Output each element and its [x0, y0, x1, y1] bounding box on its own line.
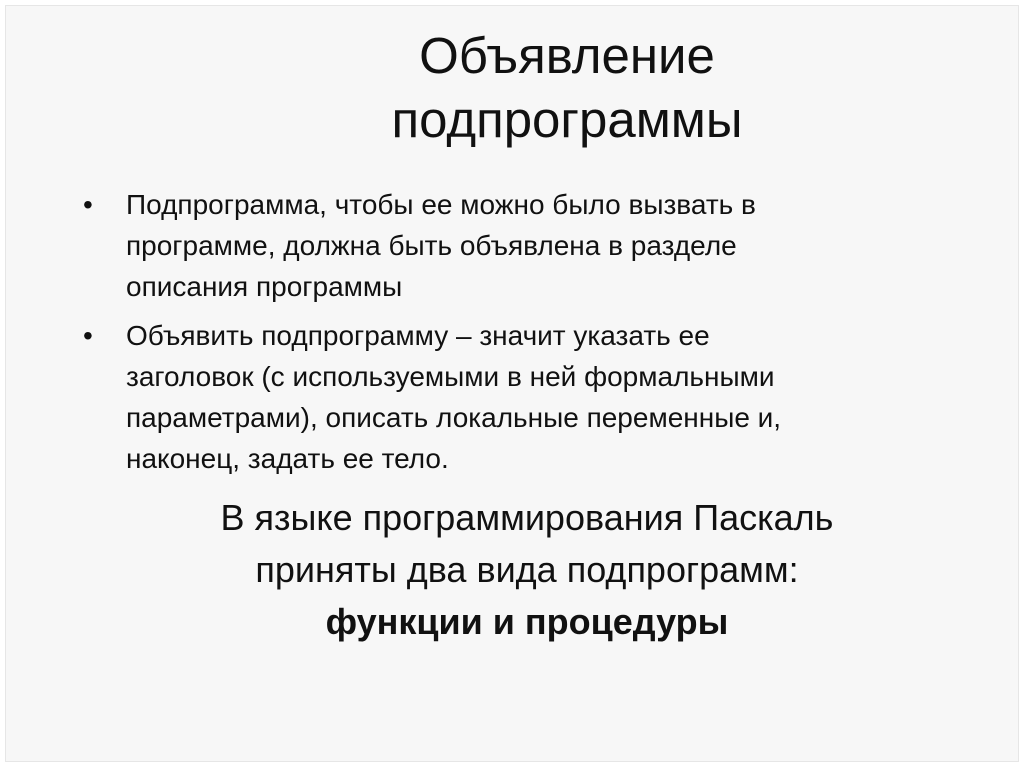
bullet-text-line: Подпрограмма, чтобы ее можно было вызвать в: [126, 189, 756, 220]
bullet-item: [81, 315, 941, 479]
slide-title-line-2: подпрограммы: [391, 91, 743, 148]
slide-title: [6, 24, 1018, 152]
bullet-dot-icon: •: [83, 320, 93, 351]
bullet-text-line: программе, должна быть объявлена в разделе: [126, 230, 737, 261]
summary-line-2: приняты два вида подпрограмм:: [255, 549, 799, 590]
bullet-text-line: описания программы: [126, 271, 403, 302]
bullet-text-line: параметрами), описать локальные переменные и,: [126, 402, 782, 433]
bullet-item: [81, 184, 941, 307]
bullet-list: [81, 184, 941, 487]
bullet-dot-icon: •: [83, 189, 93, 220]
summary-emphasis: функции и процедуры: [325, 601, 729, 642]
summary-line-1: В языке программирования Паскаль: [220, 497, 834, 538]
slide-title-line-1: Объявление: [419, 27, 715, 84]
bullet-text-line: Объявить подпрограмму – значит указать ее: [126, 320, 710, 351]
bullet-text-line: наконец, задать ее тело.: [126, 443, 449, 474]
summary-block: [6, 492, 1018, 648]
bullet-text-line: заголовок (с используемыми в ней формальными: [126, 361, 775, 392]
slide: [5, 5, 1019, 762]
